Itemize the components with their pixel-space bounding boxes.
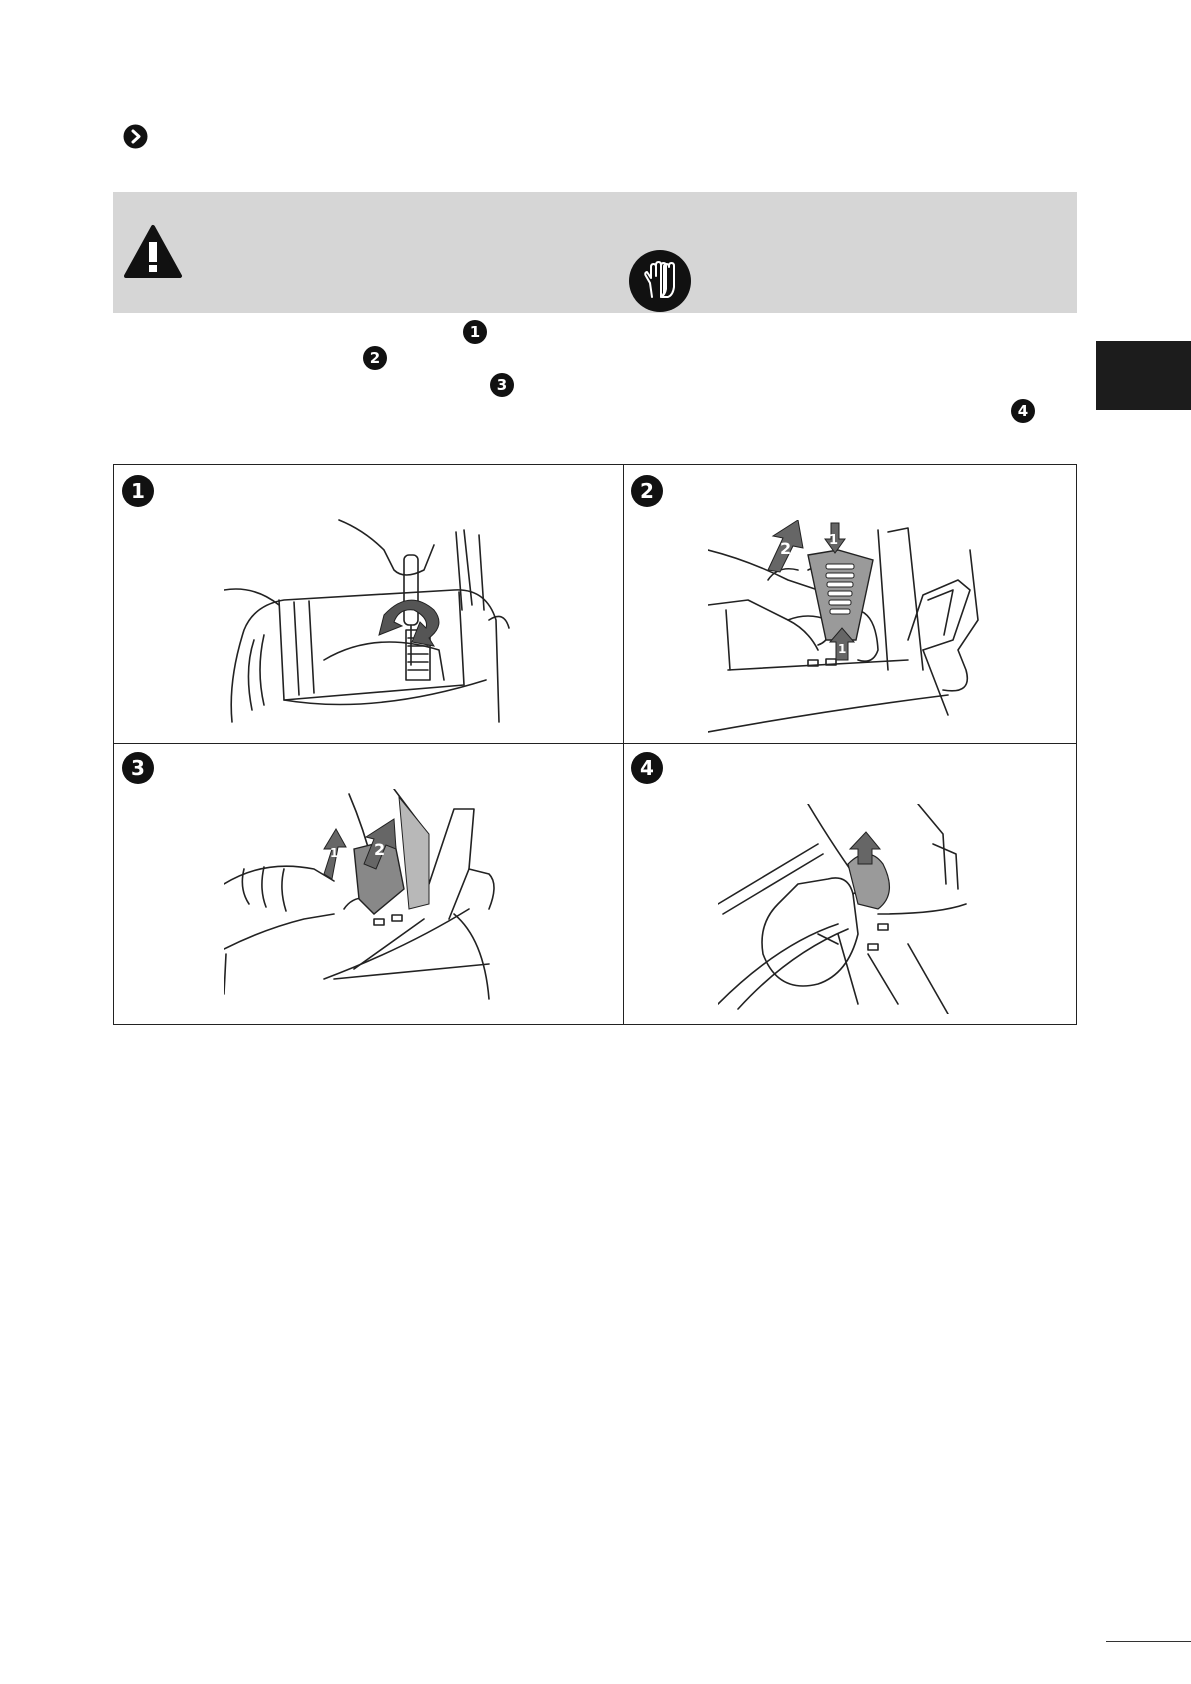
figure-grid	[113, 464, 1077, 1025]
chapter-tab	[1096, 341, 1191, 410]
filter-remove-illustration	[718, 804, 978, 1014]
arrow-label-2: 2	[780, 539, 792, 558]
figure-panel-1	[114, 465, 623, 743]
figure-panel-3	[114, 744, 623, 1026]
figure-badge-1: 1	[122, 475, 154, 507]
arrow-label-1: 1	[330, 846, 339, 860]
arrow-label-1-top: 1	[829, 533, 839, 548]
step-badge-3: 3	[490, 373, 514, 397]
figure-badge-3: 3	[122, 752, 154, 784]
chevron-right-circle-icon	[123, 124, 148, 149]
step-badge-1: 1	[463, 320, 487, 344]
figure-badge-2: 2	[631, 475, 663, 507]
filter-release-illustration	[224, 789, 514, 1009]
gloves-icon	[628, 249, 692, 313]
filter-lift-illustration	[708, 520, 998, 740]
step-badge-4: 4	[1011, 399, 1035, 423]
figure-panel-2	[623, 465, 1078, 743]
footer-rule	[1106, 1641, 1191, 1642]
filter-unscrew-illustration	[224, 510, 514, 735]
step-badge-2: 2	[363, 346, 387, 370]
arrow-label-1-bottom: 1	[838, 642, 847, 656]
warning-triangle-icon	[123, 224, 183, 279]
warning-box	[113, 192, 1077, 313]
figure-panel-4	[623, 744, 1078, 1026]
arrow-label-2: 2	[374, 840, 386, 859]
figure-badge-4: 4	[631, 752, 663, 784]
